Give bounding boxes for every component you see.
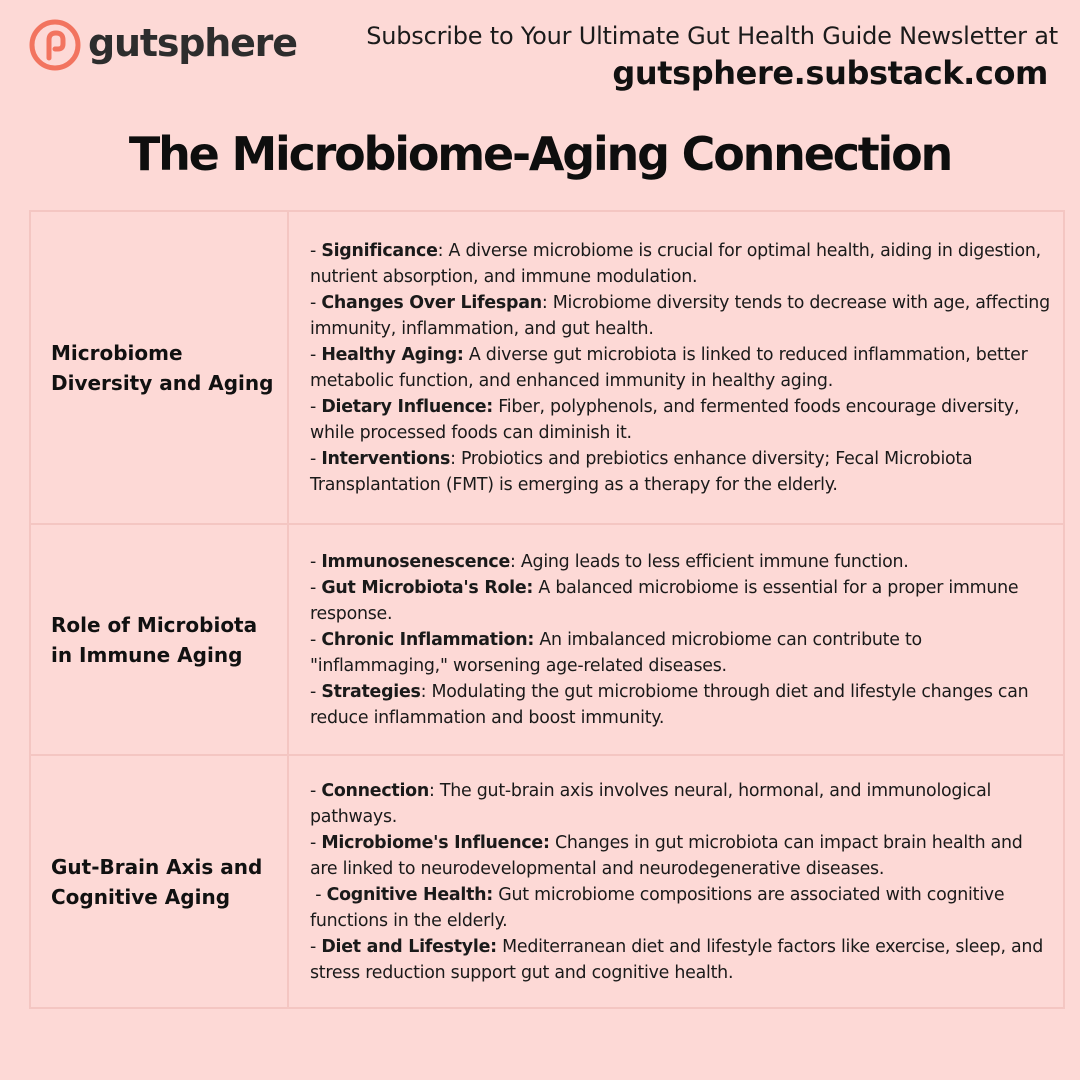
bullet-term: Significance	[321, 240, 438, 261]
subscribe-text: Subscribe to Your Ultimate Gut Health Guide Newsletter at	[366, 22, 1058, 50]
bullet-text: : Aging leads to less efficient immune function.	[510, 551, 909, 572]
bullet-term: Chronic Inflammation:	[321, 629, 535, 650]
bullet-prefix: -	[310, 240, 322, 261]
bullet-point	[310, 575, 1053, 627]
bullet-point	[310, 627, 1053, 679]
bullet-term: Changes Over Lifespan	[321, 292, 542, 313]
topic-label: Microbiome Diversity and Aging	[51, 340, 274, 395]
bullet-point	[310, 394, 1053, 446]
bullet-prefix: -	[310, 681, 322, 702]
bullet-term: Cognitive Health:	[326, 884, 493, 905]
bullet-prefix: -	[310, 448, 322, 469]
bullet-text: Mediterranean diet and lifestyle factors like exercise, sleep, and stress reduction support gut and cognitive health.	[310, 936, 1043, 983]
topic-label: Role of Microbiota in Immune Aging	[51, 612, 258, 667]
gut-logo-icon	[28, 18, 82, 72]
header	[0, 0, 1080, 110]
bullet-point	[310, 238, 1053, 290]
bullet-term: Microbiome's Influence:	[321, 832, 550, 853]
bullet-term: Gut Microbiota's Role:	[321, 577, 534, 598]
table-row	[31, 754, 1063, 1007]
bullet-point	[310, 679, 1053, 731]
bullet-text: : A diverse microbiome is crucial for optimal health, aiding in digestion, nutrient absorption, and immune modulation.	[310, 240, 1041, 287]
bullet-text: : The gut-brain axis involves neural, hormonal, and immunological pathways.	[310, 780, 992, 827]
bullet-prefix: -	[310, 936, 322, 957]
bullet-prefix: -	[310, 344, 322, 365]
bullet-prefix: -	[310, 292, 322, 313]
bullet-text: A diverse gut microbiota is linked to reduced inflammation, better metabolic function, and enhanced immunity in healthy aging.	[310, 344, 1028, 391]
bullet-term: Dietary Influence:	[321, 396, 494, 417]
bullet-prefix: -	[310, 629, 322, 650]
bullet-point	[310, 290, 1053, 342]
brand-logo[interactable]	[28, 18, 297, 72]
bullet-term: Strategies	[321, 681, 421, 702]
bullet-text: Gut microbiome compositions are associated with cognitive functions in the elderly.	[310, 884, 1005, 931]
bullet-term: Healthy Aging:	[321, 344, 464, 365]
bullet-point	[310, 342, 1053, 394]
bullet-text: Fiber, polyphenols, and fermented foods encourage diversity, while processed foods can diminish it.	[310, 396, 1020, 443]
bullet-term: Immunosenescence	[321, 551, 510, 572]
bullet-prefix: -	[310, 884, 327, 905]
bullet-point	[310, 778, 1053, 830]
bullet-text: : Microbiome diversity tends to decrease with age, affecting immunity, inflammation, and gut health.	[310, 292, 1050, 339]
bullet-text: An imbalanced microbiome can contribute to "inflammaging," worsening age-related diseases.	[310, 629, 922, 676]
bullet-term: Diet and Lifestyle:	[321, 936, 497, 957]
bullet-term: Interventions	[321, 448, 451, 469]
content-cell	[289, 756, 1063, 1007]
bullet-point	[310, 549, 1053, 575]
bullet-prefix: -	[310, 577, 322, 598]
bullet-point	[310, 446, 1053, 498]
bullet-point	[310, 830, 1053, 882]
bullet-prefix: -	[310, 396, 322, 417]
topic-cell	[31, 525, 289, 754]
subscribe-banner	[366, 20, 1058, 94]
bullet-text: Changes in gut microbiota can impact brain health and are linked to neurodevelopmental and neurodegenerative diseases.	[310, 832, 1023, 879]
newsletter-url[interactable]: gutsphere.substack.com	[612, 54, 1048, 92]
bullet-prefix: -	[310, 832, 322, 853]
topic-label: Gut-Brain Axis and Cognitive Aging	[51, 854, 263, 909]
content-cell	[289, 212, 1063, 523]
topic-cell	[31, 756, 289, 1007]
bullet-text: A balanced microbiome is essential for a proper immune response.	[310, 577, 1019, 624]
topic-cell	[31, 212, 289, 523]
bullet-prefix: -	[310, 551, 322, 572]
table-row	[31, 523, 1063, 754]
bullet-prefix: -	[310, 780, 322, 801]
bullet-term: Connection	[321, 780, 429, 801]
bullet-text: : Probiotics and prebiotics enhance diversity; Fecal Microbiota Transplantation (FMT) is emerging as a therapy for the elderly.	[310, 448, 973, 495]
brand-name: gutsphere	[88, 21, 297, 65]
bullet-point	[310, 882, 1053, 934]
table-row	[31, 212, 1063, 523]
bullet-point	[310, 934, 1053, 986]
info-table	[29, 210, 1065, 1009]
content-cell	[289, 525, 1063, 754]
bullet-text: : Modulating the gut microbiome through diet and lifestyle changes can reduce inflammation and boost immunity.	[310, 681, 1029, 728]
page-title: The Microbiome-Aging Connection	[128, 127, 952, 181]
